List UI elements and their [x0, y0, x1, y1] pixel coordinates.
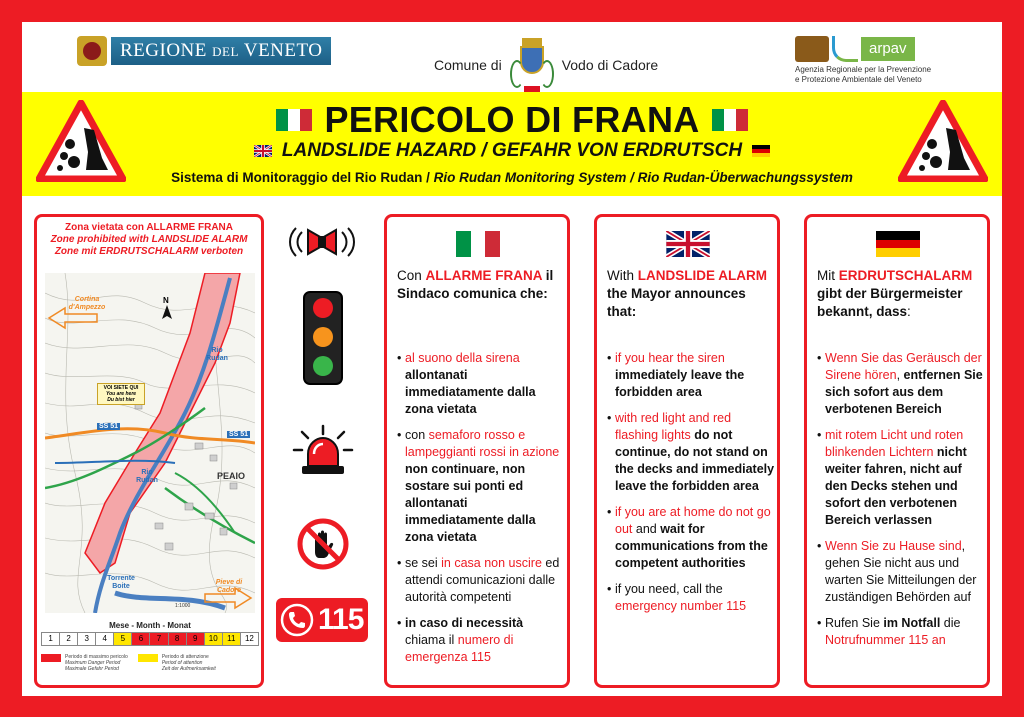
de-bullets — [817, 350, 985, 658]
month-cell: 5 — [114, 633, 132, 645]
siren-horn-icon — [288, 220, 356, 264]
list-item: • Wenn Sie zu Hause sind, gehen Sie nicht aus und warten Sie Mitteilungen der zuständigen Behörden auf — [817, 538, 985, 606]
arpav-desc-1: Agenzia Regionale per la Prevenzione — [795, 65, 932, 74]
arpav-desc-2: e Protezione Ambientale del Veneto — [795, 75, 922, 84]
de-lead-1: Mit — [817, 268, 839, 283]
you-are-here-marker — [97, 383, 145, 405]
list-item: • al suono della sirena allontanati immediatamente dalla zona vietata — [397, 350, 565, 418]
danger-swatch — [41, 654, 61, 662]
label-rio-rudan: Rio Rudan — [136, 469, 158, 484]
month-title: Mese - Month - Monat — [109, 621, 191, 630]
en-bullets — [607, 350, 775, 624]
month-cell: 9 — [187, 633, 205, 645]
italian-flag-icon — [456, 231, 500, 257]
regione-veneto-band — [111, 37, 331, 65]
comune-prefix: Comune di — [434, 57, 502, 73]
list-item: • if you need, call the emergency number 115 — [607, 581, 775, 615]
arpav-lion-icon — [795, 36, 829, 62]
map-heading-en: Zone prohibited with LANDSLIDE ALARM — [50, 234, 248, 245]
attention-swatch — [138, 654, 158, 662]
regione-word: REGIONE — [120, 40, 207, 61]
legend-max-en: Maximum Danger Period — [65, 660, 121, 666]
list-item: • if you hear the siren immediately leave the forbidden area — [607, 350, 775, 401]
map-heading-de: Zone mit ERDRUTSCHALARM verboten — [54, 246, 244, 257]
you-are-here-en: You are here — [105, 391, 137, 397]
danger-calendar — [41, 621, 259, 672]
german-instructions-card — [804, 214, 990, 688]
arpav-name: arpav — [861, 37, 915, 61]
list-item: • if you are at home do not go out and wait for communications from the competent authorities — [607, 504, 775, 572]
phone-115-icon — [276, 598, 368, 642]
you-are-here-de: Du bist hier — [107, 397, 135, 403]
municipal-crest-icon — [510, 38, 554, 92]
legend-att-it: Periodo di attenzione — [161, 654, 209, 660]
system-it: Sistema di Monitoraggio del Rio Rudan / — [171, 170, 434, 185]
it-lead — [397, 267, 563, 303]
german-flag-icon — [876, 231, 920, 257]
topographic-map — [45, 273, 255, 613]
italian-flag-icon — [712, 109, 748, 131]
label-torrente-boite: Torrente Boite — [107, 575, 135, 590]
traffic-light-icon — [302, 290, 344, 386]
legend-att-en: Period of attention — [161, 660, 203, 666]
en-lead — [607, 267, 773, 321]
list-item: • Rufen Sie im Notfall die Notrufnummer 115 an — [817, 615, 985, 649]
regione-veneto-logo — [77, 36, 331, 66]
italian-flag-icon — [276, 109, 312, 131]
label-cortina: Cortina d'Ampezzo — [68, 296, 106, 311]
it-lead-2: il Sindaco comunica che: — [397, 268, 554, 301]
de-lead-3: : — [907, 304, 911, 319]
page-subtitle: LANDSLIDE HAZARD / GEFAHR VON ERDRUTSCH — [281, 140, 743, 161]
uk-flag-icon — [254, 145, 272, 157]
arpav-logo — [795, 36, 995, 85]
list-item: • Wenn Sie das Geräusch der Sirene hören, entfernen Sie sich sofort aus dem verbotenen Bereich — [817, 350, 985, 418]
map-heading-it: Zona vietata con ALLARME FRANA — [65, 222, 233, 233]
no-entry-hand-icon — [297, 518, 349, 570]
month-cell: 6 — [132, 633, 150, 645]
legend-max-it: Periodo di massimo pericolo — [65, 654, 128, 660]
comune-logo — [434, 38, 658, 92]
list-item: • in caso di necessità chiama il numero di emergenza 115 — [397, 615, 565, 666]
map-scale: 1:1000 — [175, 603, 191, 609]
page-title: PERICOLO DI FRANA — [324, 99, 700, 140]
veneto-word: VENETO — [243, 40, 323, 61]
monitoring-system-line — [22, 170, 1002, 185]
map-card — [34, 214, 264, 688]
month-strip — [41, 632, 259, 646]
month-cell: 7 — [150, 633, 168, 645]
lion-of-st-mark-icon — [77, 36, 107, 66]
de-lead — [817, 267, 983, 321]
english-instructions-card — [594, 214, 780, 688]
de-lead-alarm: ERDRUTSCHALARM — [838, 268, 973, 283]
emergency-number-label: 115 — [318, 603, 364, 636]
label-peaio: PEAIO — [217, 471, 246, 481]
list-item: • with red light and red flashing lights do not continue, do not stand on the decks and immediately leave the forbidden area — [607, 410, 775, 495]
month-cell: 1 — [42, 633, 60, 645]
del-word: DEL — [212, 44, 239, 59]
logos-header — [22, 22, 1002, 90]
en-lead-alarm: LANDSLIDE ALARM — [637, 268, 768, 283]
it-lead-alarm: ALLARME FRANA — [425, 268, 543, 283]
you-are-here-it: VOI SIETE QUI — [103, 385, 139, 391]
label-ss51: SS 51 — [99, 423, 119, 430]
it-lead-1: Con — [397, 268, 426, 283]
en-lead-2: the Mayor announces that: — [607, 286, 746, 319]
german-flag-icon — [752, 145, 770, 157]
system-en-de: Rio Rudan Monitoring System / Rio Rudan-Überwachungssystem — [433, 170, 853, 185]
phone-icon — [280, 603, 314, 637]
label-pieve-di-cadore: Pieve di Cadore — [215, 579, 243, 594]
legend-att-de: Zeit der Aufmerksamkeit — [161, 666, 216, 672]
comune-name: Vodo di Cadore — [561, 57, 659, 73]
month-cell: 8 — [169, 633, 187, 645]
map-drawing — [45, 273, 255, 613]
month-cell: 11 — [223, 633, 241, 645]
list-item: • se sei in casa non uscire ed attendi comunicazioni dalle autorità competenti — [397, 555, 565, 606]
list-item: • mit rotem Licht und roten blinkenden Lichtern nicht weiter fahren, nicht auf den Decks stehen und sofort den verbotenen Bereich verlassen — [817, 427, 985, 529]
de-lead-2: gibt der Bürgermeister bekannt, dass — [817, 286, 963, 319]
month-cell: 3 — [78, 633, 96, 645]
italian-instructions-card — [384, 214, 570, 688]
flashing-beacon-icon — [292, 424, 354, 478]
month-cell: 4 — [96, 633, 114, 645]
month-cell: 10 — [205, 633, 223, 645]
label-ss51: SS 51 — [229, 431, 249, 438]
uk-flag-icon — [666, 231, 710, 257]
list-item: • con semaforo rosso e lampeggianti rossi in azione non continuare, non sostare sui ponti ed allontanati immediatamente dalla zona vietata — [397, 427, 565, 546]
label-rio-rudan: Rio Rudan — [206, 347, 228, 362]
arpav-mark-icon — [832, 36, 858, 62]
it-bullets — [397, 350, 565, 675]
svg-text:N: N — [163, 296, 169, 305]
month-cell: 2 — [60, 633, 78, 645]
title-band — [22, 92, 1002, 196]
notice-board — [22, 22, 1002, 696]
calendar-legend — [41, 654, 259, 672]
en-lead-1: With — [607, 268, 638, 283]
month-cell: 12 — [244, 634, 254, 643]
legend-max-de: Maximale Gefahr Period — [65, 666, 119, 672]
